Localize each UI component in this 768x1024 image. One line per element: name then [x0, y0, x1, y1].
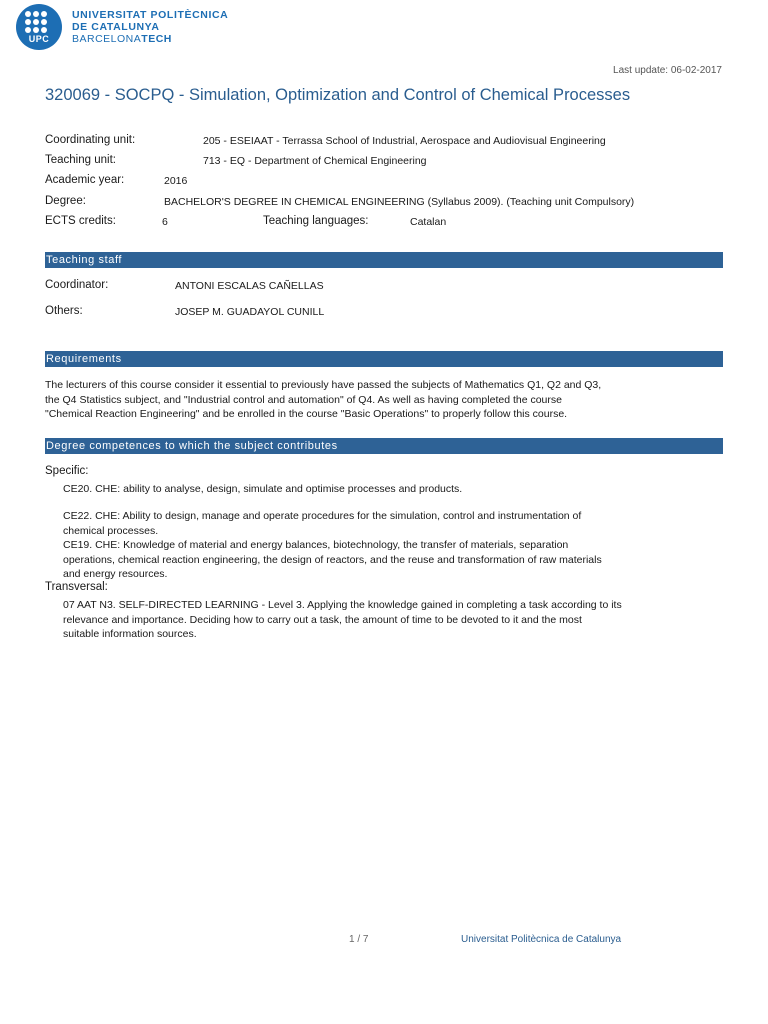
- university-line-1: UNIVERSITAT POLITÈCNICA: [72, 9, 229, 21]
- city-line: BARCELONATECH: [72, 33, 172, 45]
- coordinating-unit-value: 205 - ESEIAAT - Terrassa School of Industrial, Aerospace and Audiovisual Engineering: [203, 135, 606, 147]
- course-title: 320069 - SOCPQ - Simulation, Optimization and Control of Chemical Processes: [45, 86, 631, 104]
- teaching-unit-label: Teaching unit:: [45, 154, 116, 166]
- specific-label: Specific:: [45, 465, 89, 477]
- logo-dots-icon: [25, 11, 53, 33]
- requirements-text: The lecturers of this course consider it essential to previously have passed the subjects of Mathematics Q1, Q2 and Q3, the Q4 Statistics subject, and "Industrial control and automation" of Q4. As well as having completed the course "Chemical Reaction Engineering" and be enrolled in the course "Basic Operations" to properly follow this course.: [45, 379, 602, 420]
- others-value: JOSEP M. GUADAYOL CUNILL: [175, 306, 325, 318]
- competence-ce19: CE19. CHE: Knowledge of material and energy balances, biotechnology, the transfer of materials, separation operations, chemical reaction engineering, the design of reactors, and the reuse and transformation of raw materials and energy resources.: [63, 539, 602, 580]
- coordinating-unit-label: Coordinating unit:: [45, 134, 136, 146]
- competences-header: Degree competences to which the subject contributes: [45, 438, 723, 454]
- ects-value: 6: [162, 216, 168, 228]
- logo-upc-text: UPC: [28, 34, 50, 44]
- languages-label: Teaching languages:: [263, 215, 369, 227]
- page-number: 1 / 7: [349, 934, 369, 945]
- competence-ce20: CE20. CHE: ability to analyse, design, simulate and optimise processes and products.: [63, 483, 463, 495]
- footer-university: Universitat Politècnica de Catalunya: [461, 934, 622, 945]
- requirements-header: Requirements: [45, 351, 723, 367]
- competence-07-aat: 07 AAT N3. SELF-DIRECTED LEARNING - Level 3. Applying the knowledge gained in completing a task according to its relevance and importance. Deciding how to carry out a task, the amount of time to be devoted to it and the most suitable information sources.: [63, 599, 622, 640]
- degree-label: Degree:: [45, 195, 86, 207]
- competence-ce22: CE22. CHE: Ability to design, manage and operate procedures for the simulation, control and instrumentation of chemical processes.: [63, 510, 582, 537]
- teaching-staff-header: Teaching staff: [45, 252, 723, 268]
- academic-year-label: Academic year:: [45, 174, 125, 186]
- academic-year-value: 2016: [164, 175, 188, 187]
- teaching-unit-value: 713 - EQ - Department of Chemical Engineering: [203, 155, 427, 167]
- others-label: Others:: [45, 305, 83, 317]
- degree-value: BACHELOR'S DEGREE IN CHEMICAL ENGINEERING (Syllabus 2009). (Teaching unit Compulsory): [164, 196, 635, 208]
- university-name: [72, 9, 228, 45]
- languages-value: Catalan: [410, 216, 447, 228]
- upc-logo: [16, 4, 62, 50]
- university-line-2: DE CATALUNYA: [72, 21, 160, 33]
- coordinator-value: ANTONI ESCALAS CAÑELLAS: [175, 280, 324, 292]
- coordinator-label: Coordinator:: [45, 279, 109, 291]
- last-update: Last update: 06-02-2017: [613, 65, 722, 76]
- transversal-label: Transversal:: [45, 581, 108, 593]
- ects-label: ECTS credits:: [45, 215, 116, 227]
